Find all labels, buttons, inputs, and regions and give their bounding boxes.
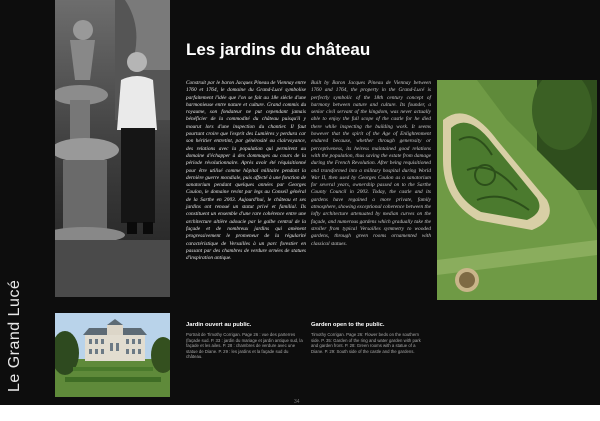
page-title: Les jardins du château: [186, 40, 371, 59]
portrait-photo: [55, 0, 170, 297]
side-title: Le Grand Lucé: [6, 279, 23, 392]
page-number: 34: [294, 399, 300, 405]
garden-aerial-photo: [437, 80, 597, 300]
english-photo-credits: Timothy Corrigan. Page 26: Flower beds on the southern side. P. 35: Garden of the ring and water garden with park and garden front. P. 28: Green rooms with a statue of a Diane. P. 29: South side of the castle and the gardens.: [311, 332, 421, 354]
french-text: Construit par le baron Jacques Pineau de Viennay entre 1760 et 1764, le domaine du Grand-Lucé symbolise parfaitement l'idée que l'on se fait au 18e siècle d'une harmonieuse entre nature et culture. Grand commis du royaume, son fondateur ne put cependant jamais bénéficier de la commodité du château puisqu'il y mourut lors d'une inspection du chantier. Il faut pourtant croire que l'esprit des Lumières y perdura car son héritier entretint, par générosité ou clairvoyance, des relations avec la population qui permirent au domaine d'échapper à des dommages au cours de la période révolutionnaire. Après avoir été réquisitionné pour être utilisé comme hôpital militaire pendant la dernière guerre mondiale, puis affecté à une fonction de sanatorium pendant quelques années par Georges Coulon, le domaine revint par legs au Conseil général de la Sarthe en 2003. Aujourd'hui, le château et ses jardins ont renoué un statut privé et familial. Ils constituent un ensemble d'une rare cohérence entre une architecture altière adoucie par le galbe central de la façade et de nombreux jardins qui amènent progressivement le promeneur de la régularité caractéristique de Versailles à un parc forestier en passant par des chambres de verdure ornées de statues d'inspiration antique.: [186, 80, 306, 262]
english-text: Built by Baron Jacques Pineau de Viennay between 1760 and 1764, the property in the Grand-Lucé is perfectly symbolic of the 18th century concept of harmony between nature and culture. Its founder, a senior civil servant of the kingdom, was never actually able to enjoy the full scope of the castle for he died there while inspecting the building work. It seems however that the spirit of the Age of Enlightenment endured because, whether through generosity or perceptiveness, its heiress maintained good relations with the population, thus saving the estate from damage during the French Revolution. After being requisitioned and transformed into a military hospital during World War II, then used by Georges Coulon as a sanatorium for several years, ownership passed on to the Sarthe County Council in 2003. Today, the castle and its gardens have regained a more private, family atmosphere, showing exceptional coherence between the lofty architecture attenuated by median curves on the façade, and numerous gardens which gradually take the stroller from typical Versailles symmetry to wooded gardens, through green rooms ornamented with classical statues.: [311, 80, 431, 247]
chateau-photo: [55, 313, 170, 397]
english-subheading: Garden open to the public.: [311, 322, 385, 328]
french-photo-credits: Portrait de Timothy Corrigan. Page 26 : vue des parterres (façade sud. P. 33 : jardin du mariage et jardin antique sud, la façade et les ailes. P. 28 : chambres de verdure avec une statue de Diane. P. 29 : les jardins et la façade sud du château.: [186, 332, 303, 360]
french-subheading: Jardin ouvert au public.: [186, 322, 252, 328]
